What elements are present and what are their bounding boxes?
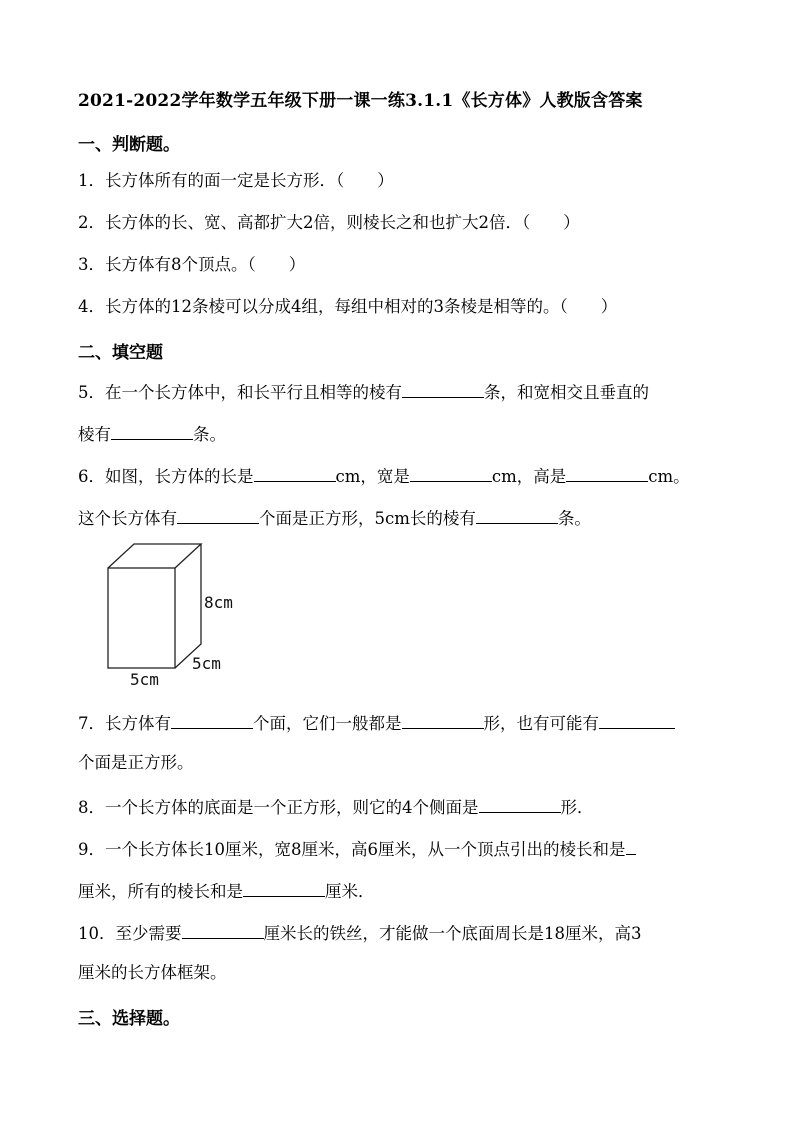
q7-text-c: 形，也有可能有 <box>483 714 599 733</box>
q6-text-b: cm，宽是 <box>335 467 410 486</box>
answer-blank[interactable] <box>626 836 636 855</box>
q5-text-b: 条，和宽相交且垂直的 <box>484 383 649 402</box>
q7-text-a: 7．长方体有 <box>78 714 171 733</box>
q6-text-e: 这个长方体有 <box>78 509 177 528</box>
q6-text-f: 个面是正方形，5cm长的棱有 <box>259 509 476 528</box>
cuboid-outline <box>108 544 201 668</box>
question-10-line-2 <box>78 962 227 984</box>
question-6-line-1 <box>78 463 690 488</box>
section-heading-fill-blank: 二、填空题 <box>78 343 163 363</box>
answer-blank[interactable] <box>111 421 193 440</box>
q10-text-b: 厘米长的铁丝，才能做一个底面周长是18厘米，高3 <box>263 924 642 943</box>
q7-text-b: 个面，它们一般都是 <box>253 714 402 733</box>
answer-blank[interactable] <box>171 710 253 729</box>
q10-text-a: 10．至少需要 <box>78 924 182 943</box>
q9-text-b: 厘米，所有的棱长和是 <box>78 882 243 901</box>
question-4: 4．长方体的12条棱可以分成4组，每组中相对的3条棱是相等的。（ ） <box>78 297 618 316</box>
section-heading-multiple-choice: 三、选择题。 <box>78 1009 180 1029</box>
page-title: 2021-2022学年数学五年级下册一课一练3.1.1《长方体》人教版含答案 <box>78 91 643 111</box>
question-8 <box>78 794 594 819</box>
q8-text-b: 形． <box>560 798 594 817</box>
q6-text-g: 条。 <box>557 509 591 528</box>
question-7-line-2 <box>78 752 194 774</box>
cuboid-top-face <box>108 544 201 568</box>
answer-blank[interactable] <box>182 920 264 939</box>
question-2: 2．长方体的长、宽、高都扩大2倍，则棱长之和也扩大2倍．（ ） <box>78 213 580 232</box>
q9-text-c: 厘米． <box>325 882 375 901</box>
answer-blank[interactable] <box>254 463 336 482</box>
cuboid-figure <box>100 538 260 694</box>
question-9-line-2 <box>78 878 375 903</box>
answer-blank[interactable] <box>599 710 675 729</box>
section-heading-true-false: 一、判断题。 <box>78 135 180 155</box>
q10-text-c: 厘米的长方体框架。 <box>78 963 227 982</box>
q5-text-d: 条。 <box>193 425 226 444</box>
width-label: 5cm <box>130 670 159 689</box>
answer-blank[interactable] <box>476 505 558 524</box>
q5-text-c: 棱有 <box>78 425 111 444</box>
answer-blank[interactable] <box>243 878 325 897</box>
answer-blank[interactable] <box>566 463 648 482</box>
answer-blank[interactable] <box>402 710 484 729</box>
cuboid-side-face <box>175 544 201 668</box>
question-7-line-1 <box>78 710 675 735</box>
q9-text-a: 9．一个长方体长10厘米，宽8厘米，高6厘米，从一个顶点引出的棱长和是 <box>78 840 626 859</box>
q6-text-a: 6．如图，长方体的长是 <box>78 467 254 486</box>
question-1: 1．长方体所有的面一定是长方形．（ ） <box>78 171 394 190</box>
answer-blank[interactable] <box>410 463 492 482</box>
question-9-line-1 <box>78 836 636 861</box>
question-5-line-1 <box>78 379 649 404</box>
q5-text-a: 5．在一个长方体中，和长平行且相等的棱有 <box>78 383 402 402</box>
question-3: 3．长方体有8个顶点。（ ） <box>78 255 306 274</box>
question-5-line-2 <box>78 421 226 446</box>
question-6-line-2 <box>78 505 591 530</box>
answer-blank[interactable] <box>479 794 561 813</box>
cuboid-front-face <box>108 568 175 668</box>
q6-text-d: cm。 <box>648 467 690 486</box>
question-10-line-1 <box>78 920 642 945</box>
answer-blank[interactable] <box>177 505 259 524</box>
q7-text-d: 个面是正方形。 <box>78 753 194 772</box>
answer-blank[interactable] <box>402 379 484 398</box>
depth-label: 5cm <box>192 654 221 673</box>
q6-text-c: cm，高是 <box>491 467 567 486</box>
height-label: 8cm <box>204 593 233 612</box>
q8-text-a: 8．一个长方体的底面是一个正方形，则它的4个侧面是 <box>78 798 479 817</box>
